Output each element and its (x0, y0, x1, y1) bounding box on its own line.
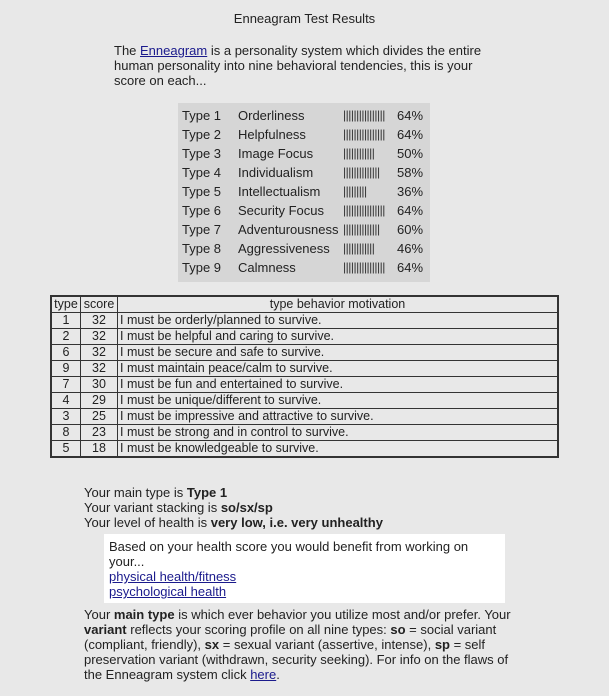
type-score-bar: |||||||||||||||| (343, 260, 385, 274)
footer-bold: so (390, 622, 406, 637)
type-name: Adventurousness (238, 222, 339, 237)
score-cell: 30 (81, 377, 118, 393)
footer-text: reflects your scoring profile on all nine types: (126, 622, 391, 637)
health-recommendation-box (104, 534, 505, 603)
table-header-row (51, 296, 558, 313)
main-type-value: Type 1 (186, 485, 228, 500)
footer-text: = social variant (compliant, friendly), (84, 622, 497, 652)
health-label: Your level of health is (84, 515, 211, 530)
type-label: Type 4 (182, 165, 222, 180)
type-label: Type 8 (182, 241, 222, 256)
header-type: type (51, 296, 81, 313)
motivation-cell: I must be fun and entertained to survive. (118, 377, 559, 393)
result-summary (84, 485, 383, 530)
table-row (51, 425, 558, 441)
table-row (51, 441, 558, 458)
page-title: Enneagram Test Results (233, 11, 376, 26)
table-row (51, 345, 558, 361)
type-cell: 3 (51, 409, 81, 425)
table-row (51, 377, 558, 393)
score-cell: 32 (81, 345, 118, 361)
footer-bold: sx (204, 637, 220, 652)
score-cell: 32 (81, 329, 118, 345)
type-label: Type 6 (182, 203, 222, 218)
score-cell: 18 (81, 441, 118, 458)
type-name: Security Focus (238, 203, 324, 218)
type-label: Type 3 (182, 146, 222, 161)
type-score-row (178, 144, 430, 163)
motivation-cell: I must be strong and in control to survive. (118, 425, 559, 441)
type-percent: 64% (397, 108, 424, 123)
score-cell: 32 (81, 361, 118, 377)
type-score-bar: ||||||||| (343, 184, 367, 198)
footer-bold: main type (113, 607, 175, 622)
type-score-bar: |||||||||||||| (343, 222, 380, 236)
motivation-cell: I must be helpful and caring to survive. (118, 329, 559, 345)
footer-text: Your (84, 607, 114, 622)
type-score-bar: |||||||||||||| (343, 165, 380, 179)
type-percent: 58% (397, 165, 424, 180)
type-name: Image Focus (238, 146, 314, 161)
type-score-row (178, 163, 430, 182)
type-score-row (178, 258, 430, 277)
type-cell: 5 (51, 441, 81, 458)
type-percent: 64% (397, 203, 424, 218)
physical-health-link[interactable]: physical health/fitness (109, 569, 237, 584)
motivation-cell: I must be impressive and attractive to survive. (118, 409, 559, 425)
type-cell: 1 (51, 313, 81, 329)
type-cell: 8 (51, 425, 81, 441)
table-row (51, 409, 558, 425)
type-score-bar: |||||||||||||||| (343, 108, 385, 122)
variant-line (84, 500, 383, 515)
type-cell: 4 (51, 393, 81, 409)
motivation-cell: I must be secure and safe to survive. (118, 345, 559, 361)
main-type-label: Your main type is (84, 485, 187, 500)
type-score-row (178, 106, 430, 125)
motivation-cell: I must be knowledgeable to survive. (118, 441, 559, 458)
type-name: Intellectualism (238, 184, 321, 199)
type-score-row (178, 125, 430, 144)
type-name: Individualism (238, 165, 314, 180)
table-row (51, 393, 558, 409)
type-score-row (178, 239, 430, 258)
variant-value: so/sx/sp (220, 500, 273, 515)
type-cell: 6 (51, 345, 81, 361)
main-type-line (84, 485, 383, 500)
table-row (51, 329, 558, 345)
type-score-row (178, 182, 430, 201)
type-score-bar: |||||||||||| (343, 146, 375, 160)
type-score-bar: |||||||||||||||| (343, 127, 385, 141)
health-recommendation-text: Based on your health score you would benefit from working on your... (109, 539, 469, 569)
type-score-row (178, 201, 430, 220)
score-cell: 23 (81, 425, 118, 441)
type-scores-panel (178, 103, 430, 282)
enneagram-link[interactable]: Enneagram (140, 43, 208, 58)
footer-text: . (276, 667, 280, 682)
type-percent: 50% (397, 146, 424, 161)
motivation-table (50, 295, 559, 458)
intro-paragraph (114, 43, 499, 88)
type-name: Helpfulness (238, 127, 306, 142)
header-score: score (81, 296, 118, 313)
type-percent: 36% (397, 184, 424, 199)
type-score-bar: |||||||||||| (343, 241, 375, 255)
type-label: Type 9 (182, 260, 222, 275)
header-motivation: type behavior motivation (118, 296, 559, 313)
type-cell: 9 (51, 361, 81, 377)
motivation-cell: I must be unique/different to survive. (118, 393, 559, 409)
intro-text-post: is a personality system which divides the entire human personality into nine behavioral tendencies, this is your score on each... (114, 43, 482, 88)
variant-label: Your variant stacking is (84, 500, 221, 515)
score-cell: 25 (81, 409, 118, 425)
type-percent: 64% (397, 260, 424, 275)
type-name: Calmness (238, 260, 296, 275)
explanation-paragraph (84, 607, 529, 682)
type-label: Type 1 (182, 108, 222, 123)
score-cell: 32 (81, 313, 118, 329)
type-label: Type 5 (182, 184, 222, 199)
type-label: Type 7 (182, 222, 222, 237)
type-percent: 46% (397, 241, 424, 256)
motivation-cell: I must be orderly/planned to survive. (118, 313, 559, 329)
health-value: very low, i.e. very unhealthy (210, 515, 383, 530)
type-cell: 7 (51, 377, 81, 393)
psychological-health-link[interactable]: psychological health (109, 584, 227, 599)
footer-bold: variant (84, 622, 127, 637)
score-cell: 29 (81, 393, 118, 409)
type-percent: 64% (397, 127, 424, 142)
table-row (51, 313, 558, 329)
motivation-cell: I must maintain peace/calm to survive. (118, 361, 559, 377)
table-row (51, 361, 558, 377)
type-cell: 2 (51, 329, 81, 345)
footer-text: = self preservation variant (withdrawn, security seeking). For info on the flaws of the Enneagram system click (84, 637, 509, 682)
footer-text: is which ever behavior you utilize most and/or prefer. Your (174, 607, 511, 622)
footer-text: = sexual variant (assertive, intense), (219, 637, 435, 652)
type-name: Orderliness (238, 108, 305, 123)
footer-bold: sp (434, 637, 450, 652)
health-line (84, 515, 383, 530)
intro-text-pre: The (114, 43, 141, 58)
enneagram-flaws-link[interactable]: here (250, 667, 277, 682)
type-percent: 60% (397, 222, 424, 237)
type-name: Aggressiveness (238, 241, 330, 256)
type-label: Type 2 (182, 127, 222, 142)
type-score-bar: |||||||||||||||| (343, 203, 385, 217)
type-score-row (178, 220, 430, 239)
